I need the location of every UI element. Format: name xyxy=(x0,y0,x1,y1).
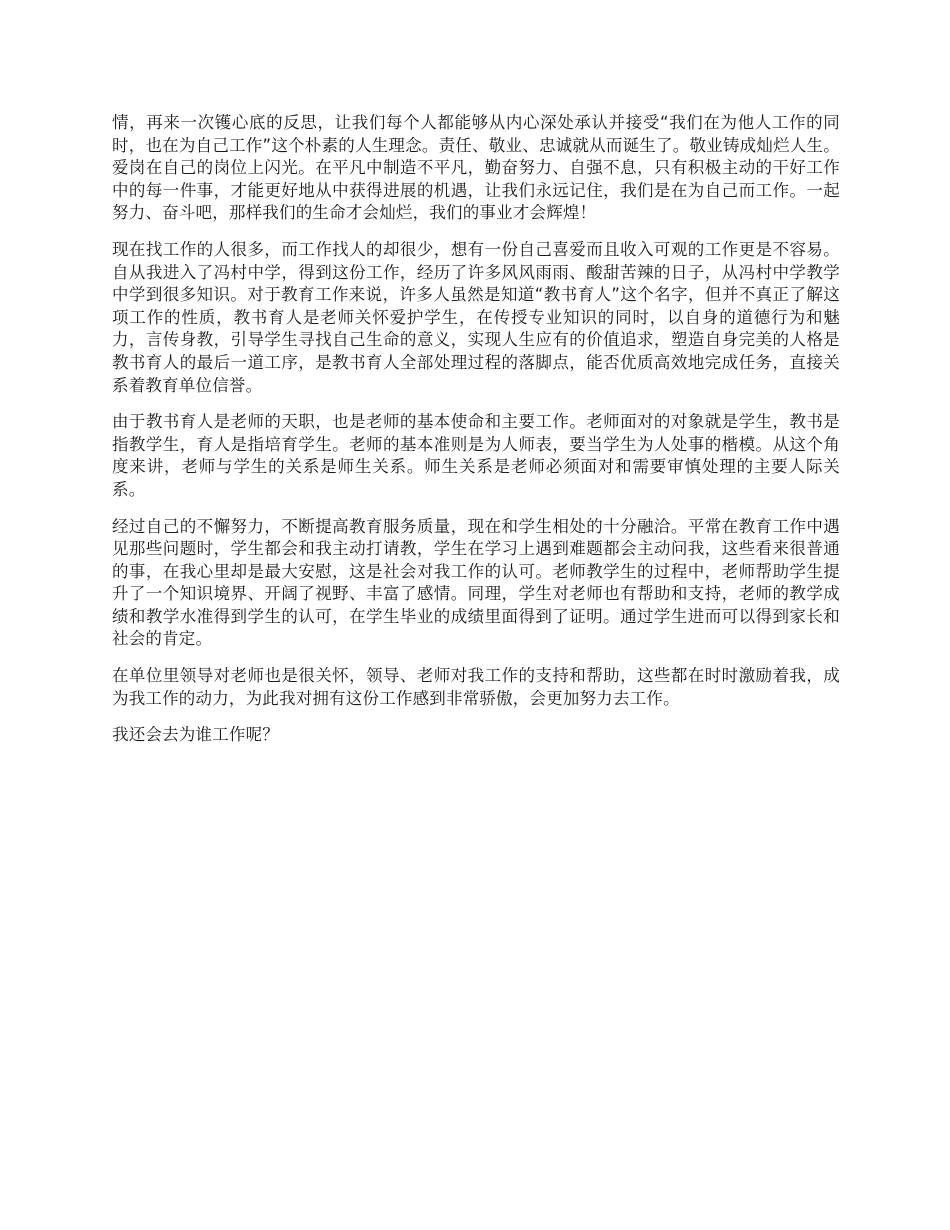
paragraph-2: 现在找工作的人很多，而工作找人的却很少，想有一份自己喜爱而且收入可观的工作更是不容易。自从我进入了冯村中学，得到这份工作，经历了许多风风雨雨、酸甜苦辣的日子，从冯村中学教学中学到很多知识。对于教育工作来说，许多人虽然是知道“教书育人”这个名字，但并不真正了解这项工作的性质，教书育人是老师关怀爱护学生，在传授专业知识的同时，以自身的道德行为和魅力，言传身教，引导学生寻找自己生命的意义，实现人生应有的价值追求，塑造自身完美的人格是教书育人的最后一道工序，是教书育人全部处理过程的落脚点，能否优质高效地完成任务，直接关系着教育单位信誉。 xyxy=(112,239,840,395)
paragraph-4: 经过自己的不懈努力，不断提高教育服务质量，现在和学生相处的十分融洽。平常在教育工作中遇见那些问题时，学生都会和我主动打请教，学生在学习上遇到难题都会主动问我，这些看来很普通的事，在我心里却是最大安慰，这是社会对我工作的认可。老师教学生的过程中，老师帮助学生提升了一个知识境界、开阔了视野、丰富了感情。同理，学生对老师也有帮助和支持，老师的教学成绩和教学水准得到学生的认可，在学生毕业的成绩里面得到了证明。通过学生进而可以得到家长和社会的肯定。 xyxy=(112,516,840,649)
paragraph-3: 由于教书育人是老师的天职，也是老师的基本使命和主要工作。老师面对的对象就是学生，教书是指教学生，育人是指培育学生。老师的基本准则是为人师表，要当学生为人处事的楷模。从这个角度来讲，老师与学生的关系是师生关系。师生关系是老师必须面对和需要审慎处理的主要人际关系。 xyxy=(112,412,840,499)
paragraph-5: 在单位里领导对老师也是很关怀，领导、老师对我工作的支持和帮助，这些都在时时激励着我，成为我工作的动力，为此我对拥有这份工作感到非常骄傲，会更加努力去工作。 xyxy=(112,666,840,708)
paragraph-1: 情，再来一次镬心底的反思，让我们每个人都能够从内心深处承认并接受“我们在为他人工作的同时，也在为自己工作”这个朴素的人生理念。责任、敬业、忠诚就从而诞生了。敬业铸成灿烂人生。爱岗在自己的岗位上闪光。在平凡中制造不平凡，勤奋努力、自强不息，只有积极主动的干好工作中的每一件事，才能更好地从中获得进展的机遇，让我们永远记住，我们是在为自己而工作。一起努力、奋斗吧，那样我们的生命才会灿烂，我们的事业才会辉煌！ xyxy=(112,113,840,223)
document-body xyxy=(112,112,840,747)
paragraph-6: 我还会去为谁工作呢？ xyxy=(112,725,279,745)
